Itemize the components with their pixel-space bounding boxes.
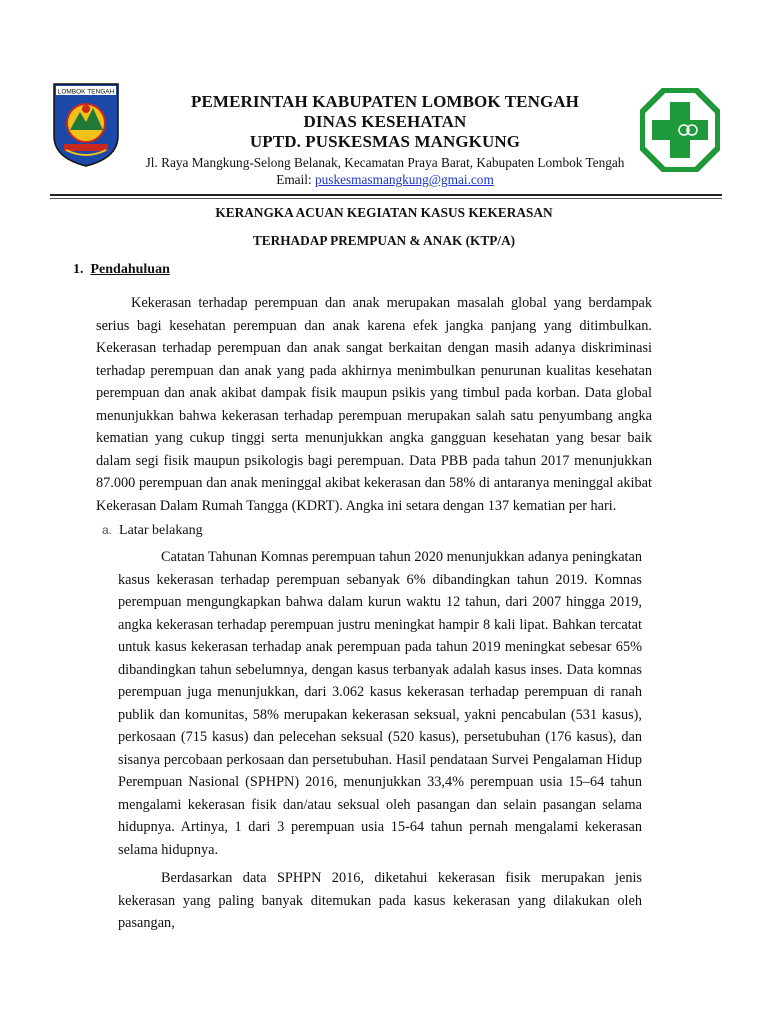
svg-text:LOMBOK TENGAH: LOMBOK TENGAH bbox=[57, 88, 115, 96]
email-link[interactable]: puskesmasmangkung@gmai.com bbox=[314, 172, 494, 187]
section-heading bbox=[73, 262, 170, 278]
subsection-marker: a. bbox=[102, 523, 113, 537]
department-name: DINAS KESEHATAN bbox=[303, 112, 467, 131]
introduction-paragraph: Kekerasan terhadap perempuan dan anak merupakan masalah global yang berdampak serius bagi kesehatan perempuan dan anak karena efek jangka panjang yang ditimbulkan. Kekerasan terhadap perempuan dan anak sangat berkaitan dengan masih adanya diskriminasi terhadap perempuan dan anak yang pada akhirnya menimbulkan penurunan kualitas kesehatan perempuan dan anak akibat dampak fisik maupun psikis yang timbul pada korban. Data global menunjukkan bahwa kekerasan terhadap perempuan merupakan salah satu penyumbang angka kematian yang cukup tinggi serta menunjukkan angka gangguan kesehatan yang besar baik dalam segi fisik maupun psikologis bagi perempuan. Data PBB pada tahun 2017 menunjukkan 87.000 perempuan dan anak meninggal akibat kekerasan dan 58% di antaranya meninggal akibat Kekerasan Dalam Rumah Tangga (KDRT). Angka ini setara dengan 137 kematian per hari. bbox=[96, 295, 652, 514]
puskesmas-logo bbox=[640, 88, 720, 172]
government-name: PEMERINTAH KABUPATEN LOMBOK TENGAH bbox=[191, 92, 579, 111]
document-title-line2: TERHADAP PREMPUAN & ANAK (KTP/A) bbox=[252, 233, 516, 248]
puskesmas-name: UPTD. PUSKESMAS MANGKUNG bbox=[249, 132, 521, 151]
subsection-title: Latar belakang bbox=[119, 523, 203, 538]
section-number: 1. bbox=[73, 262, 84, 277]
header-divider bbox=[50, 194, 722, 196]
header-divider-thin bbox=[50, 198, 722, 199]
background-paragraph-1: Catatan Tahunan Komnas perempuan tahun 2020 menunjukkan adanya peningkatan kasus kekerasan terhadap perempuan sebanyak 6% dibandingkan tahun 2019. Komnas perempuan mengungkapkan bahwa dalam kurun waktu 12 tahun, dari 2007 hingga 2019, angka kekerasan terhadap perempuan justru meningkat hampir 8 kali lipat. Bahkan tercatat untuk kasus kekerasan terhadap anak perempuan pada tahun 2019 meningkat sebesar 65% dibandingkan tahun sebelumnya, dengan kasus terbanyak adalah kasus inses. Data komnas perempuan juga menunjukkan, dari 3.062 kasus kekerasan terhadap perempuan di ranah publik dan komunitas, 58% merupakan kekerasan seksual, yakni pencabulan (531 kasus), perkosaan (715 kasus) dan pelecehan seksual (520 kasus), persetubuhan (176 kasus), dan sisanya percobaan perkosaan dan persetubuhan. Hasil pendataan Survei Pengalaman Hidup Perempuan Nasional (SPHPN) 2016, menunjukkan 33,4% perempuan usia 15–64 tahun mengalami kekerasan fisik dan/atau seksual oleh pasangan dan selain pasangan selama hidupnya. Artinya, 1 dari 3 perempuan usia 15-64 tahun pernah mengalami kekerasan selama hidupnya. bbox=[118, 549, 642, 858]
background-paragraph-2: Berdasarkan data SPHPN 2016, diketahui kekerasan fisik merupakan jenis kekerasan yang paling banyak ditemukan pada kasus kekerasan yang dilakukan oleh pasangan, bbox=[118, 870, 642, 931]
subsection-heading bbox=[102, 523, 203, 539]
address: Jl. Raya Mangkung-Selong Belanak, Kecamatan Praya Barat, Kabupaten Lombok Tengah bbox=[145, 155, 625, 170]
document-title-line1: KERANGKA ACUAN KEGIATAN KASUS KEKERASAN bbox=[215, 205, 553, 220]
letterhead bbox=[130, 92, 640, 188]
lombok-tengah-crest-logo bbox=[50, 78, 122, 168]
section-title: Pendahuluan bbox=[90, 262, 170, 277]
email-label: Email: bbox=[276, 172, 315, 187]
email-line bbox=[130, 171, 640, 188]
